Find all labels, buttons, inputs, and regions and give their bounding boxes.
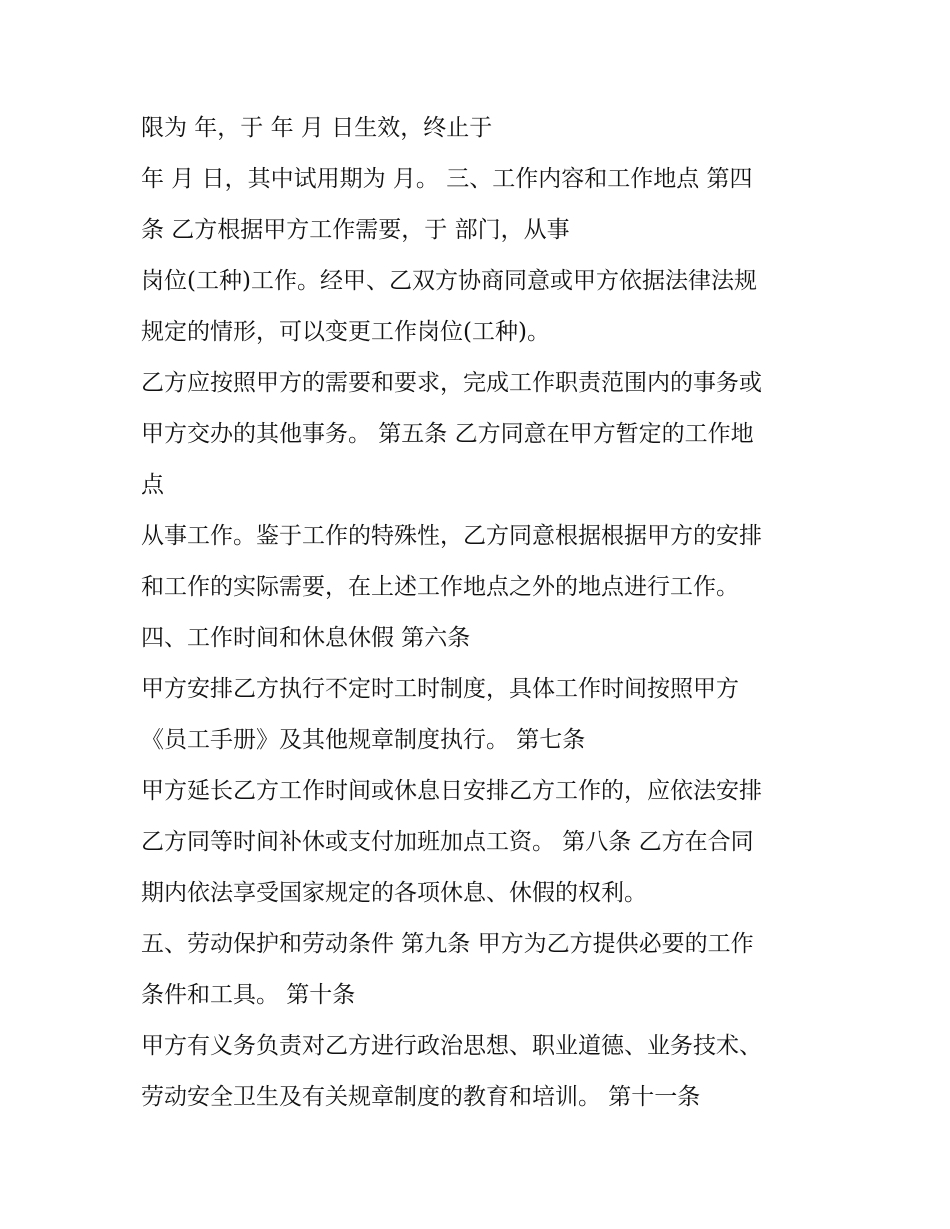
text-line: 五、劳动保护和劳动条件 第九条 甲方为乙方提供必要的工作 <box>141 931 754 957</box>
text-line: 限为 年，于 年 月 日生效，终止于 <box>141 115 493 141</box>
text-line: 和工作的实际需要，在上述工作地点之外的地点进行工作。 <box>141 574 739 600</box>
document-body <box>141 103 831 1123</box>
text-line: 四、工作时间和休息休假 第六条 <box>141 625 471 651</box>
text-line: 条件和工具。 第十条 <box>141 982 356 1008</box>
text-line: 岗位(工种)工作。经甲、乙双方协商同意或甲方依据法律法规 <box>141 268 757 294</box>
text-line: 甲方有义务负责对乙方进行政治思想、职业道德、业务技术、 <box>141 1033 762 1059</box>
text-line: 乙方同等时间补休或支付加班加点工资。 第八条 乙方在合同 <box>141 829 754 855</box>
text-line: 甲方延长乙方工作时间或休息日安排乙方工作的，应依法安排 <box>141 778 762 804</box>
text-line: 甲方安排乙方执行不定时工时制度，具体工作时间按照甲方 <box>141 676 739 702</box>
text-line: 期内依法享受国家规定的各项休息、休假的权利。 <box>141 880 647 906</box>
text-line: 点 <box>141 472 164 498</box>
text-line: 劳动安全卫生及有关规章制度的教育和培训。 第十一条 <box>141 1084 701 1110</box>
text-line: 《员工手册》及其他规章制度执行。 第七条 <box>141 727 586 753</box>
text-line: 乙方应按照甲方的需要和要求，完成工作职责范围内的事务或 <box>141 370 762 396</box>
text-line: 从事工作。鉴于工作的特殊性，乙方同意根据根据甲方的安排 <box>141 523 762 549</box>
text-line: 年 月 日，其中试用期为 月。 三、工作内容和工作地点 第四 <box>141 166 753 192</box>
text-line: 规定的情形，可以变更工作岗位(工种)。 <box>141 319 550 345</box>
text-line: 甲方交办的其他事务。 第五条 乙方同意在甲方暂定的工作地 <box>141 421 754 447</box>
text-line: 条 乙方根据甲方工作需要，于 部门，从事 <box>141 217 570 243</box>
